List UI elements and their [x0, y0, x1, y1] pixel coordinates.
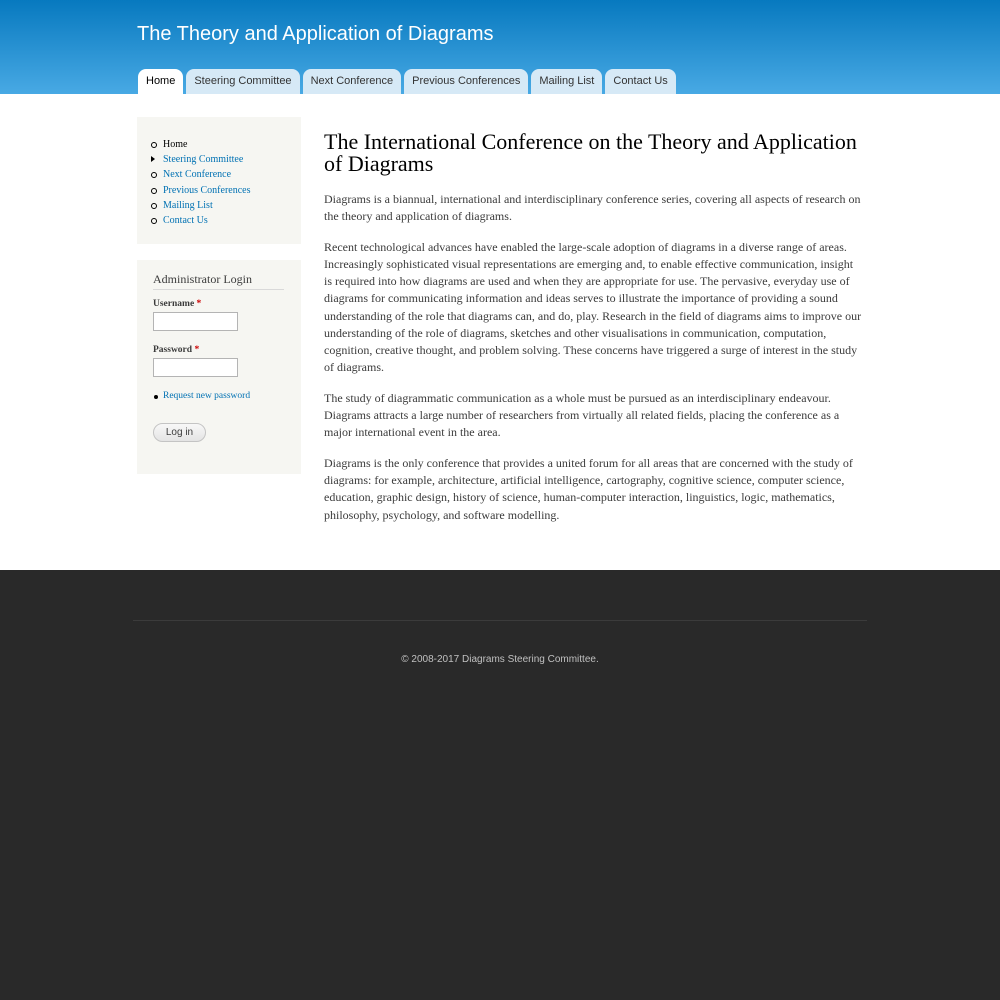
main-menu	[137, 69, 678, 94]
body-paragraph: Diagrams is a biannual, international and interdisciplinary conference series, covering all aspects of research on the theory and application of diagrams.	[324, 192, 861, 224]
username-label	[153, 299, 285, 309]
password-label-text: Password	[153, 345, 193, 355]
tab-previous-conferences[interactable]: Previous Conferences	[404, 69, 528, 94]
content-area	[0, 94, 1000, 570]
username-label-text: Username	[153, 299, 195, 309]
tab-home[interactable]: Home	[138, 69, 183, 94]
request-new-password-link[interactable]: Request new password	[163, 391, 251, 401]
sidebar-item-label: Steering Committee	[163, 154, 244, 166]
sidebar-item-label: Mailing List	[163, 199, 213, 211]
site-footer	[0, 570, 1000, 1000]
login-links-list	[153, 391, 285, 401]
sidebar-navigation	[137, 117, 301, 244]
tab-next-conference[interactable]: Next Conference	[303, 69, 402, 94]
sidebar-item-mailing-list[interactable]	[163, 198, 301, 213]
tab-contact-us[interactable]: Contact Us	[605, 69, 675, 94]
sidebar-item-next-conference[interactable]	[163, 167, 301, 182]
footer-divider	[133, 620, 867, 621]
username-field[interactable]	[153, 312, 238, 331]
sidebar-item-label: Next Conference	[163, 169, 232, 181]
sidebar-item-label: Contact Us	[163, 215, 208, 227]
sidebar-item-steering-committee[interactable]	[163, 152, 301, 167]
copyright-text: © 2008-2017 Diagrams Steering Committee.	[401, 654, 599, 665]
sidebar-item-label: Home	[163, 139, 188, 150]
log-in-button[interactable]: Log in	[153, 423, 206, 442]
list-item	[163, 391, 285, 401]
required-marker: *	[196, 299, 202, 309]
sidebar-nav-list	[163, 137, 301, 228]
body-paragraph: The study of diagrammatic communication as a whole must be pursued as an interdisciplinary endeavour. Diagrams attracts a large number of researchers from virtually all related fields, placing the conference as a major international event in the area.	[324, 390, 840, 440]
site-name-link[interactable]: The Theory and Application of Diagrams	[137, 23, 494, 45]
required-marker: *	[194, 345, 200, 355]
tab-mailing-list[interactable]: Mailing List	[531, 69, 602, 94]
password-field[interactable]	[153, 358, 238, 377]
page-title: The International Conference on the Theory and Application of Diagrams	[324, 129, 857, 176]
sidebar-item-previous-conferences[interactable]	[163, 183, 301, 198]
tab-steering-committee[interactable]: Steering Committee	[186, 69, 299, 94]
admin-login-block	[137, 260, 301, 474]
password-label	[153, 345, 285, 355]
login-block-title: Administrator Login	[153, 272, 284, 290]
sidebar-item-contact-us[interactable]	[163, 213, 301, 228]
sidebar-item-label: Previous Conferences	[163, 184, 251, 196]
sidebar-item-home[interactable]	[163, 137, 301, 152]
body-paragraph: Diagrams is the only conference that provides a united forum for all areas that are concerned with the study of diagrams: for example, architecture, artificial intelligence, cartography, cognitive science, computer science, education, graphic design, history of science, human-computer interaction, linguistics, logic, mathematics, philosophy, psychology, and software modelling.	[324, 456, 853, 522]
main-content	[324, 131, 864, 538]
body-paragraph: Recent technological advances have enabled the large-scale adoption of diagrams in a diverse range of areas. Increasingly sophisticated visual representations are emerging and, to enable effective communication, insight is required into how diagrams are used and when they are appropriate for use. The pervasive, everyday use of diagrams for communicating information and ideas serves to illustrate the importance of providing a sound understanding of the role that diagrams can, and do, play. Research in the field of diagrams aims to improve our understanding of the role of diagrams, sketches and other visualisations in communication, computation, cognition, creative thought, and problem solving. These concerns have triggered a surge of interest in the study of diagrams.	[324, 240, 862, 374]
site-header	[0, 0, 1000, 94]
